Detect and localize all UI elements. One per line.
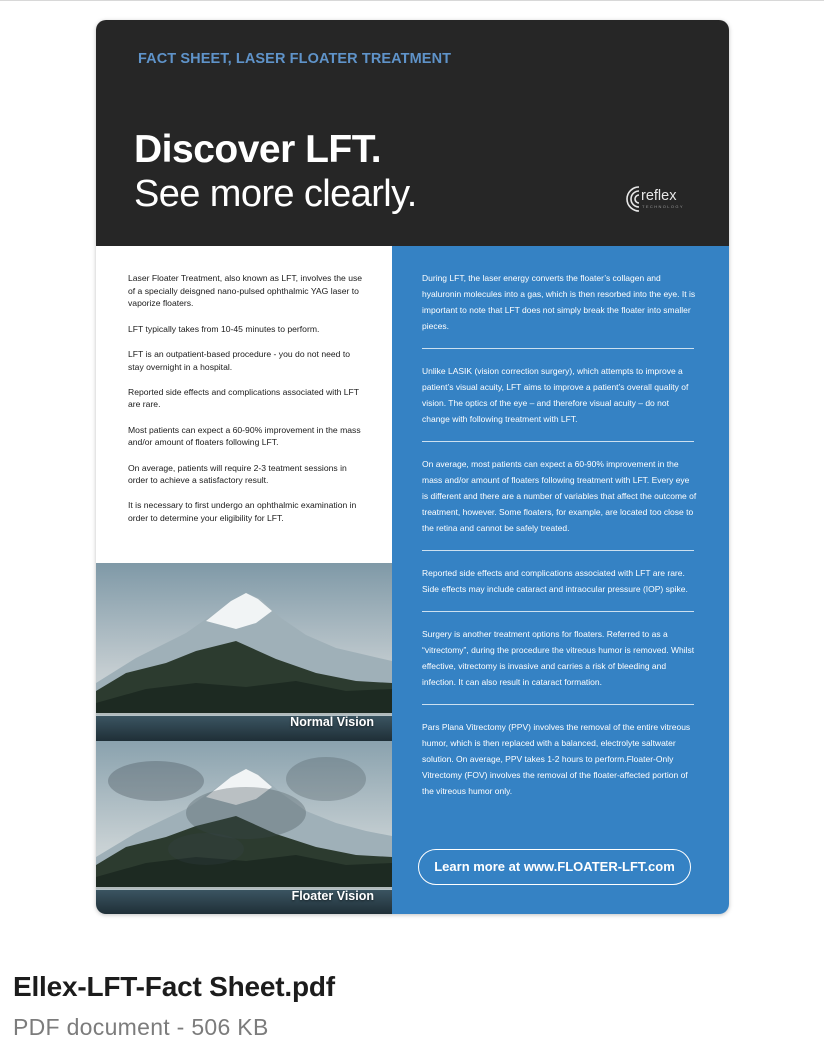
section-divider [422, 704, 694, 705]
reflex-logo [623, 184, 693, 214]
floater-vision-photo [96, 741, 392, 914]
normal-vision-photo [96, 563, 392, 741]
right-paragraph: On average, most patients can expect a 60-90% improvement in the mass and/or amount of floaters following treatment with LFT. Every eye is different and there are a number of variables that affect the outcome of treatment, however. Some floaters, for example, are located too close to the retina and cannot be safely treated. [422, 459, 697, 533]
section-divider [422, 441, 694, 442]
right-paragraph: Reported side effects and complications associated with LFT are rare. Side effects may include cataract and intraocular pressure (IOP) spike. [422, 568, 688, 594]
right-column [392, 246, 729, 914]
left-paragraph: LFT typically takes from 10-45 minutes to perform. [128, 323, 320, 334]
normal-vision-label: Normal Vision [290, 715, 374, 729]
left-paragraph: Most patients can expect a 60-90% improvement in the mass and/or amount of floaters following LFT. [128, 424, 361, 448]
document-header [96, 20, 729, 246]
section-divider [422, 550, 694, 551]
right-paragraph: Pars Plana Vitrectomy (PPV) involves the removal of the entire vitreous humor, which is then replaced with a balanced, electrolyte saltwater solution. On average, PPV takes 1-2 hours to perform.Floater-Only Vitrectomy (FOV) involves the removal of the floater-affected portion of the vitreous humor only. [422, 722, 691, 796]
logo-subtitle: TECHNOLOGY [642, 204, 685, 209]
right-paragraph: Unlike LASIK (vision correction surgery), which attempts to improve a patient’s visual acuity, LFT aims to improve a patient’s overall quality of vision. The optics of the eye – and therefore visual acuity – do not change with following treatment with LFT. [422, 366, 689, 424]
floater-vision-label: Floater Vision [291, 889, 374, 903]
section-divider [422, 611, 694, 612]
left-paragraph: LFT is an outpatient-based procedure - you do not need to stay overnight in a hospital. [128, 348, 350, 372]
left-paragraph: Laser Floater Treatment, also known as LFT, involves the use of a specially deisgned nano-pulsed ophthalmic YAG laser to vaporize floaters. [128, 273, 363, 309]
top-divider [0, 0, 824, 1]
left-paragraph: On average, patients will require 2-3 teatment sessions in order to achieve a satisfactory result. [128, 462, 347, 486]
left-paragraph: Reported side effects and complications associated with LFT are rare. [128, 386, 359, 410]
logo-wordmark: reflex [641, 188, 677, 204]
right-paragraph: Surgery is another treatment options for floaters. Referred to as a “vitrectomy”, during the procedure the vitreous humor is removed. Whilst effective, vitrectomy is invasive and carries a risk of bleeding and infection. It can also result in cataract formation. [422, 629, 695, 687]
learn-more-button: Learn more at www.FLOATER-LFT.com [418, 849, 691, 885]
right-paragraphs [422, 270, 697, 813]
file-name: Ellex-LFT-Fact Sheet.pdf [13, 971, 335, 1002]
pdf-preview-thumbnail[interactable] [96, 20, 729, 914]
file-meta: PDF document - 506 KB [13, 1014, 269, 1040]
document-eyebrow: FACT SHEET, LASER FLOATER TREATMENT [138, 51, 452, 67]
left-column [96, 246, 392, 564]
section-divider [422, 348, 694, 349]
left-paragraphs [128, 272, 368, 537]
right-paragraph: During LFT, the laser energy converts the floater’s collagen and hyaluronin molecules into a gas, which is then resorbed into the eye. It is important to note that LFT does not simply break the floater into smaller pieces. [422, 273, 696, 331]
left-paragraph: It is necessary to first undergo an ophthalmic examination in order to determine your eligibility for LFT. [128, 500, 357, 524]
document-headline: Discover LFT. [134, 128, 382, 171]
document-subheadline: See more clearly. [134, 173, 417, 215]
